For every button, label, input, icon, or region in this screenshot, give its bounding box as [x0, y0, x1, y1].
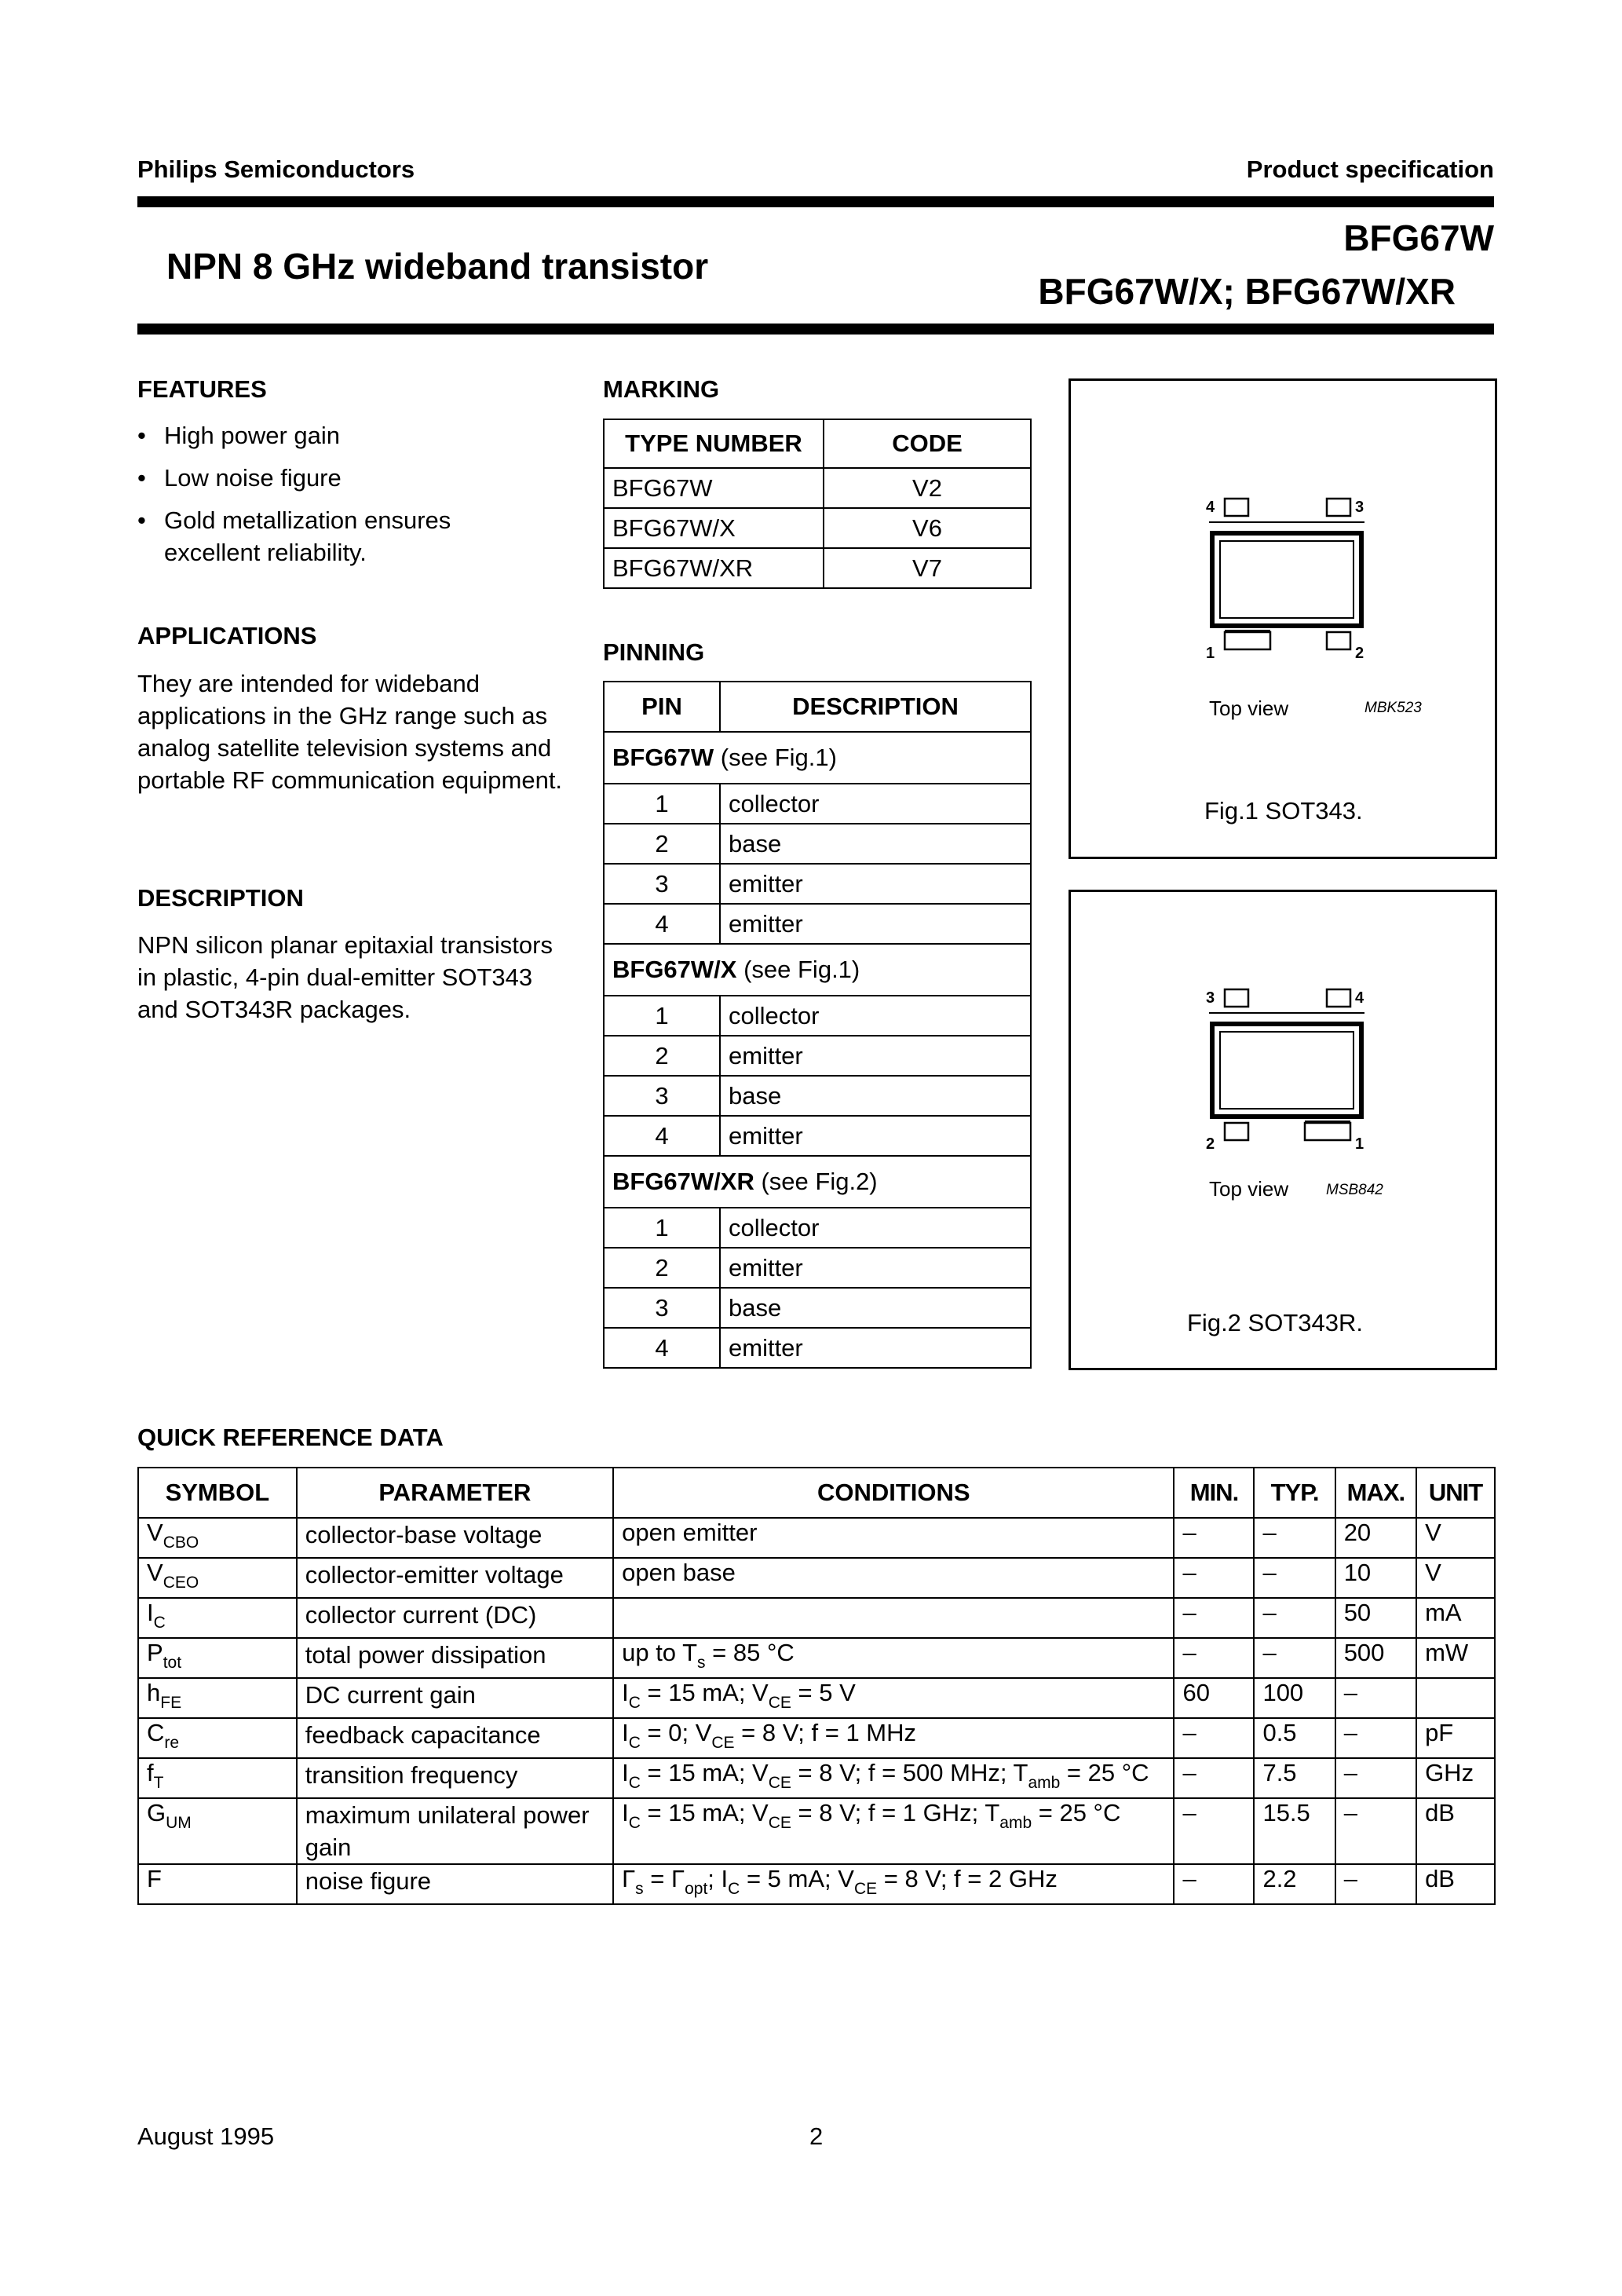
features-list: [137, 419, 483, 579]
pin-number: 1: [604, 1208, 720, 1248]
table-row: [604, 1208, 1031, 1248]
symbol-subscript: T: [153, 1774, 164, 1792]
qrd-typ: –: [1254, 1638, 1335, 1678]
qrd-col-header: PARAMETER: [297, 1468, 613, 1518]
symbol-letter: F: [147, 1865, 162, 1892]
pinning-col-pin: PIN: [604, 682, 720, 732]
table-row: [604, 1328, 1031, 1368]
pinning-group-ref: (see Fig.1): [714, 744, 837, 771]
pin-description: collector: [720, 784, 1031, 824]
fig2-pin-3-label: 3: [1206, 989, 1215, 1007]
qrd-parameter: noise figure: [297, 1864, 613, 1904]
pin-description: base: [720, 1288, 1031, 1328]
pinning-group-name: BFG67W/X: [612, 956, 737, 983]
pin-description: base: [720, 1076, 1031, 1116]
symbol-letter: V: [147, 1559, 163, 1586]
table-row: [604, 864, 1031, 904]
document-title: NPN 8 GHz wideband transistor: [166, 246, 709, 287]
pin-number: 1: [604, 996, 720, 1036]
qrd-unit: [1416, 1678, 1495, 1718]
qrd-min: –: [1174, 1598, 1254, 1638]
qrd-min: –: [1174, 1638, 1254, 1678]
qrd-parameter: collector-base voltage: [297, 1518, 613, 1558]
qrd-col-header: MIN.: [1174, 1468, 1254, 1518]
qrd-symbol: [138, 1718, 297, 1758]
pin-description: emitter: [720, 864, 1031, 904]
qrd-typ: 0.5: [1254, 1718, 1335, 1758]
pin-number: 3: [604, 1076, 720, 1116]
fig1-drawing-code: MBK523: [1364, 700, 1422, 716]
qrd-parameter: transition frequency: [297, 1758, 613, 1798]
pinning-heading: PINNING: [603, 638, 705, 666]
sot343-package-diagram: [1071, 381, 1495, 857]
pin-number: 2: [604, 1036, 720, 1076]
marking-code: V6: [824, 508, 1031, 548]
table-row: [138, 1558, 1495, 1598]
qrd-unit: GHz: [1416, 1758, 1495, 1798]
qrd-unit: mW: [1416, 1638, 1495, 1678]
pinning-group-row: [604, 944, 1031, 996]
table-row: [604, 784, 1031, 824]
symbol-subscript: FE: [160, 1694, 182, 1712]
qrd-symbol: [138, 1864, 297, 1904]
applications-text: They are intended for wideband applications in the GHz range such as analog satellite television systems and portable RF communication equipment.: [137, 670, 563, 794]
qrd-unit: V: [1416, 1518, 1495, 1558]
qrd-typ: 7.5: [1254, 1758, 1335, 1798]
pinning-table: [603, 681, 1032, 1369]
marking-table: [603, 419, 1032, 589]
qrd-max: 20: [1335, 1518, 1416, 1558]
qrd-max: –: [1335, 1678, 1416, 1718]
qrd-conditions: open emitter: [613, 1518, 1174, 1558]
pinning-group-title: [604, 944, 1031, 996]
qrd-unit: dB: [1416, 1864, 1495, 1904]
table-row: [604, 996, 1031, 1036]
pin-number: 2: [604, 824, 720, 864]
fig2-pin-2-label: 2: [1206, 1135, 1215, 1153]
qrd-conditions: $\Gamma_s = \Gamma_{opt}$; $I_C = 5$ mA; $V_{CE} = 8$ V; f = 2 GHz: [613, 1864, 1174, 1904]
marking-heading: MARKING: [603, 375, 720, 403]
qrd-conditions: [613, 1598, 1174, 1638]
qrd-conditions: up to $T_s = 85$ °C: [613, 1638, 1174, 1678]
pin-number: 2: [604, 1248, 720, 1288]
feature-text: Gold metallization ensures excellent reliability.: [164, 506, 451, 566]
qrd-max: –: [1335, 1718, 1416, 1758]
qrd-min: –: [1174, 1798, 1254, 1864]
qrd-typ: –: [1254, 1518, 1335, 1558]
qrd-unit: V: [1416, 1558, 1495, 1598]
feature-text: Low noise figure: [164, 464, 342, 492]
table-row: [138, 1518, 1495, 1558]
qrd-parameter: collector current (DC): [297, 1598, 613, 1638]
table-row: [138, 1718, 1495, 1758]
description-heading: DESCRIPTION: [137, 884, 304, 912]
marking-col-type: TYPE NUMBER: [604, 419, 824, 468]
bullet-icon: •: [137, 422, 146, 449]
qrd-col-header: CONDITIONS: [613, 1468, 1174, 1518]
pin-number: 4: [604, 1328, 720, 1368]
fig2-view-label: Top view: [1209, 1177, 1289, 1201]
qrd-conditions: open base: [613, 1558, 1174, 1598]
fig1-pin-2-label: 2: [1355, 645, 1364, 662]
marking-code: V2: [824, 468, 1031, 508]
qrd-col-header: SYMBOL: [138, 1468, 297, 1518]
qrd-max: –: [1335, 1864, 1416, 1904]
qrd-col-header: TYP.: [1254, 1468, 1335, 1518]
qrd-symbol: [138, 1558, 297, 1598]
header-rule-top: [137, 196, 1494, 207]
symbol-letter: C: [147, 1719, 165, 1746]
qrd-max: 10: [1335, 1558, 1416, 1598]
qrd-min: –: [1174, 1864, 1254, 1904]
fig2-drawing-code: MSB842: [1326, 1182, 1383, 1198]
qrd-unit: mA: [1416, 1598, 1495, 1638]
symbol-subscript: CEO: [163, 1574, 199, 1592]
feature-item: [137, 462, 483, 494]
table-row: [138, 1638, 1495, 1678]
qrd-symbol: [138, 1638, 297, 1678]
qrd-typ: –: [1254, 1598, 1335, 1638]
table-row: [604, 904, 1031, 944]
pinning-group-row: [604, 732, 1031, 784]
qrd-col-header: MAX.: [1335, 1468, 1416, 1518]
pin-description: emitter: [720, 1036, 1031, 1076]
pin-description: collector: [720, 1208, 1031, 1248]
symbol-subscript: CBO: [163, 1534, 199, 1552]
qrd-parameter: DC current gain: [297, 1678, 613, 1718]
qrd-unit: pF: [1416, 1718, 1495, 1758]
symbol-letter: V: [147, 1519, 163, 1546]
pin-description: emitter: [720, 1248, 1031, 1288]
pinning-group-ref: (see Fig.1): [736, 956, 860, 983]
fig1-pin-4-label: 4: [1206, 499, 1215, 516]
pin-number: 1: [604, 784, 720, 824]
company-name: Philips Semiconductors: [137, 155, 415, 183]
qrd-symbol: [138, 1758, 297, 1798]
qrd-parameter: feedback capacitance: [297, 1718, 613, 1758]
qrd-min: –: [1174, 1558, 1254, 1598]
fig1-pin-3-label: 3: [1355, 499, 1364, 516]
symbol-subscript: C: [153, 1614, 166, 1632]
qrd-max: 500: [1335, 1638, 1416, 1678]
qrd-max: –: [1335, 1798, 1416, 1864]
qrd-parameter: total power dissipation: [297, 1638, 613, 1678]
feature-text: High power gain: [164, 422, 341, 449]
marking-type: BFG67W/XR: [604, 548, 824, 588]
applications-heading: APPLICATIONS: [137, 622, 317, 649]
pinning-group-title: [604, 732, 1031, 784]
table-row: [604, 824, 1031, 864]
qrd-min: –: [1174, 1518, 1254, 1558]
symbol-letter: h: [147, 1679, 161, 1706]
table-row: [604, 548, 1031, 588]
qrd-min: –: [1174, 1758, 1254, 1798]
pin-description: base: [720, 824, 1031, 864]
fig1-caption: Fig.1 SOT343.: [1204, 797, 1363, 824]
fig2-pin-4-label: 4: [1355, 989, 1364, 1007]
qrd-max: –: [1335, 1758, 1416, 1798]
pin-description: emitter: [720, 1328, 1031, 1368]
bullet-icon: •: [137, 464, 146, 492]
qrd-conditions: $I_C = 15$ mA; $V_{CE} = 8$ V; f = 1 GHz; $T_{amb} = 25$ °C: [613, 1798, 1174, 1864]
qrd-typ: 2.2: [1254, 1864, 1335, 1904]
features-heading: FEATURES: [137, 375, 267, 403]
pin-description: emitter: [720, 1116, 1031, 1156]
header-rule-bottom: [137, 324, 1494, 335]
qrd-col-header: UNIT: [1416, 1468, 1495, 1518]
qrd-max: 50: [1335, 1598, 1416, 1638]
table-row: [604, 468, 1031, 508]
symbol-letter: I: [147, 1599, 154, 1626]
marking-type: BFG67W: [604, 468, 824, 508]
marking-code: V7: [824, 548, 1031, 588]
fig1-view-label: Top view: [1209, 696, 1289, 720]
table-row: [604, 1248, 1031, 1288]
qrd-typ: –: [1254, 1558, 1335, 1598]
table-row: [138, 1678, 1495, 1718]
fig1-pin-1-label: 1: [1206, 645, 1215, 662]
pinning-group-name: BFG67W: [612, 744, 714, 771]
table-row: [138, 1864, 1495, 1904]
pin-number: 4: [604, 904, 720, 944]
qrd-symbol: [138, 1798, 297, 1864]
qrd-min: –: [1174, 1718, 1254, 1758]
feature-item: [137, 419, 483, 452]
qrd-conditions: $I_C = 15$ mA; $V_{CE} = 5$ V: [613, 1678, 1174, 1718]
qrd-parameter: maximum unilateral power gain: [297, 1798, 613, 1864]
pinning-group-name: BFG67W/XR: [612, 1168, 754, 1195]
description-text: NPN silicon planar epitaxial transistors in plastic, 4-pin dual-emitter SOT343 and SOT343R packages.: [137, 931, 553, 1023]
table-row: [138, 1798, 1495, 1864]
marking-type: BFG67W/X: [604, 508, 824, 548]
product-name-variants: BFG67W/X; BFG67W/XR: [1038, 271, 1456, 312]
symbol-subscript: UM: [166, 1814, 192, 1832]
figure-1-box: [1069, 378, 1497, 859]
symbol-letter: P: [147, 1639, 163, 1666]
table-row: [604, 1036, 1031, 1076]
qrd-symbol: [138, 1598, 297, 1638]
qrd-min: 60: [1174, 1678, 1254, 1718]
pinning-group-ref: (see Fig.2): [754, 1168, 878, 1195]
quick-reference-table: [137, 1467, 1496, 1905]
qrd-typ: 100: [1254, 1678, 1335, 1718]
footer-date: August 1995: [137, 2122, 275, 2150]
symbol-subscript: re: [164, 1734, 180, 1752]
symbol-letter: f: [147, 1759, 154, 1786]
pinning-col-desc: DESCRIPTION: [720, 682, 1031, 732]
qrd-unit: dB: [1416, 1798, 1495, 1864]
fig2-caption: Fig.2 SOT343R.: [1187, 1309, 1363, 1336]
table-row: [604, 1116, 1031, 1156]
pin-description: collector: [720, 996, 1031, 1036]
pinning-group-title: [604, 1156, 1031, 1208]
pin-number: 3: [604, 864, 720, 904]
fig2-pin-1-label: 1: [1355, 1135, 1364, 1153]
qrd-parameter: collector-emitter voltage: [297, 1558, 613, 1598]
qrd-conditions: $I_C = 0$; $V_{CE} = 8$ V; f = 1 MHz: [613, 1718, 1174, 1758]
figure-2-box: [1069, 890, 1497, 1370]
pin-number: 3: [604, 1288, 720, 1328]
qrd-conditions: $I_C = 15$ mA; $V_{CE} = 8$ V; f = 500 MHz; $T_{amb} = 25$ °C: [613, 1758, 1174, 1798]
qrd-heading: QUICK REFERENCE DATA: [137, 1424, 444, 1451]
table-row: [604, 1076, 1031, 1116]
feature-item: [137, 504, 483, 569]
symbol-subscript: tot: [163, 1654, 182, 1672]
table-row: [604, 1288, 1031, 1328]
document-type: Product specification: [1246, 155, 1494, 183]
pin-description: emitter: [720, 904, 1031, 944]
table-row: [138, 1758, 1495, 1798]
pin-number: 4: [604, 1116, 720, 1156]
bullet-icon: •: [137, 506, 146, 534]
pinning-group-row: [604, 1156, 1031, 1208]
marking-col-code: CODE: [824, 419, 1031, 468]
sot343r-package-diagram: [1071, 892, 1495, 1368]
table-row: [604, 508, 1031, 548]
qrd-symbol: [138, 1678, 297, 1718]
product-name-primary: BFG67W: [1343, 218, 1494, 258]
table-row: [138, 1598, 1495, 1638]
qrd-symbol: [138, 1518, 297, 1558]
symbol-letter: G: [147, 1799, 166, 1826]
footer-page-number: 2: [809, 2122, 824, 2150]
qrd-typ: 15.5: [1254, 1798, 1335, 1864]
